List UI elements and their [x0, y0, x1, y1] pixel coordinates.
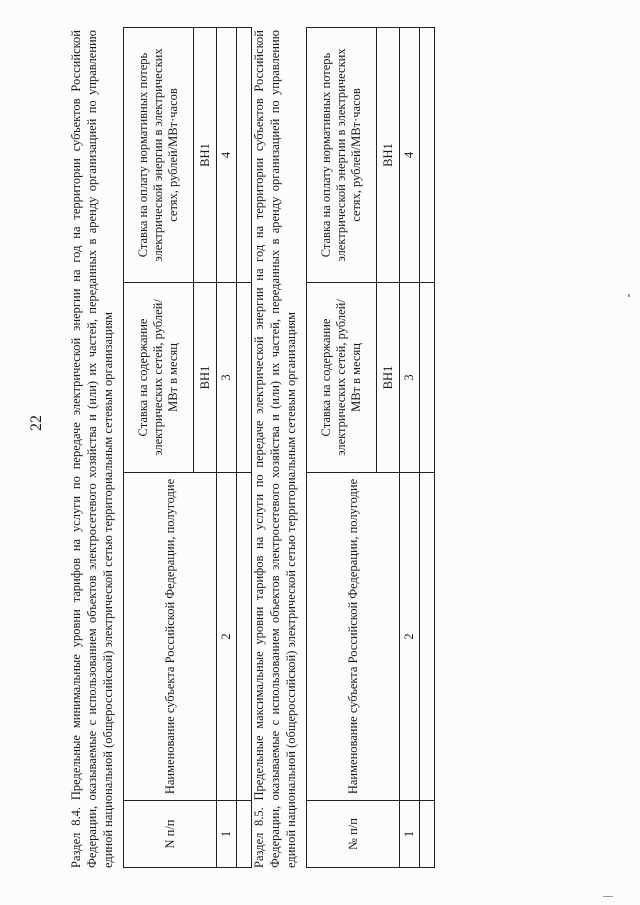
column-number: 1: [400, 801, 420, 868]
voltage-level: ВН1: [377, 283, 400, 473]
empty-cell: [237, 473, 252, 801]
header-loss-rate: Ставка на оплату нормативных потерь электрической энергии в электрических сетях, рублей/МВт·часов: [307, 28, 377, 283]
section-8-4-heading: Раздел 8.4. Предельные минимальные уровни тарифов на услуги по передаче электрической энергии на год на территории субъектов Российской Федерации, оказываемые с использованием объектов электросетевого хозяйства и (или) их частей, переданных в аренду организацией по управлению единой национальной (общероссийской) электрической сетью территориальным сетевым организациям: [69, 30, 115, 868]
column-number: 2: [400, 473, 420, 801]
header-number: № п/п: [307, 801, 400, 868]
header-maintenance-rate: Ставка на содержание электрических сетей, рублей/МВт в месяц: [124, 283, 194, 473]
voltage-level: ВН1: [194, 283, 217, 473]
scan-speck: [628, 294, 630, 297]
empty-cell: [420, 473, 435, 801]
table-8-4: [123, 27, 252, 868]
page-number: 22: [28, 415, 45, 431]
header-subject: Наименование субъекта Российской Федерации, полугодие: [124, 473, 217, 801]
header-subject: Наименование субъекта Российской Федерации, полугодие: [307, 473, 400, 801]
column-number: 3: [217, 283, 237, 473]
column-number: 4: [400, 28, 420, 283]
empty-cell: [420, 801, 435, 868]
header-maintenance-rate: Ставка на содержание электрических сетей, рублей/МВт в месяц: [307, 283, 377, 473]
empty-cell: [237, 801, 252, 868]
voltage-level: ВН1: [194, 28, 217, 283]
empty-cell: [237, 28, 252, 283]
empty-cell: [237, 283, 252, 473]
column-number: 1: [217, 801, 237, 868]
rotated-content: [68, 28, 588, 868]
empty-cell: [420, 283, 435, 473]
table-8-5: [306, 27, 435, 868]
header-number: N п/п: [124, 801, 217, 868]
section-8-5-heading: Раздел 8.5. Предельные максимальные уровни тарифов на услуги по передаче электрической энергии на год на территории субъектов Российской Федерации, оказываемые с использованием объектов электросетевого хозяйства и (или) их частей, переданных в аренду организацией по управлению единой национальной (общероссийской) электрической сетью территориальным сетевым организациям: [252, 30, 298, 868]
column-number: 3: [400, 283, 420, 473]
header-loss-rate: Ставка на оплату нормативных потерь электрической энергии в электрических сетях, рублей/МВт·часов: [124, 28, 194, 283]
empty-cell: [420, 28, 435, 283]
scan-speck: [603, 896, 613, 897]
column-number: 4: [217, 28, 237, 283]
column-number: 2: [217, 473, 237, 801]
voltage-level: ВН1: [377, 28, 400, 283]
